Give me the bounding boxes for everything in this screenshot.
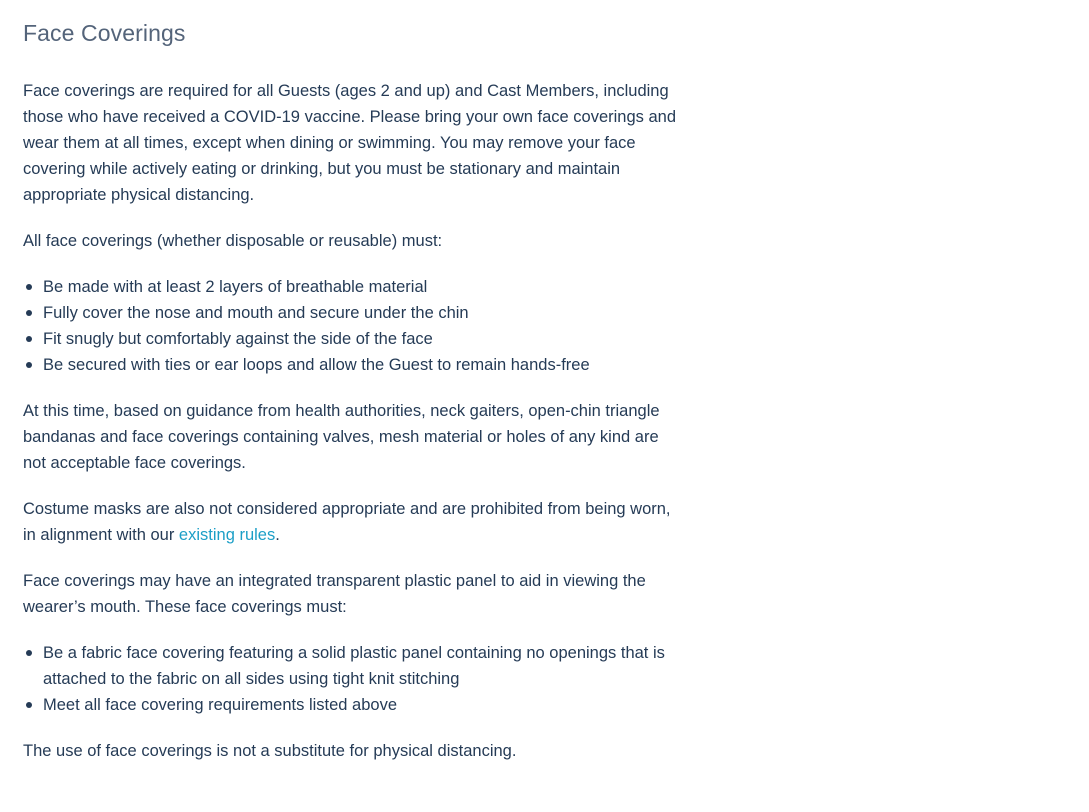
list-item bbox=[23, 352, 683, 378]
plastic-panel-intro: Face coverings may have an integrated transparent plastic panel to aid in viewing the wearer’s mouth. These face coverings must: bbox=[23, 572, 646, 616]
list-item bbox=[23, 692, 683, 718]
requirement-paragraph: Face coverings are required for all Guests (ages 2 and up) and Cast Members, including those who have received a COVID-19 vaccine. Please bring your own face coverings and wear them at all times, except when dining or swimming. You may remove your face covering while actively eating or drinking, but you must be stationary and maintain appropriate physical distancing. bbox=[23, 82, 677, 204]
list-item bbox=[23, 326, 683, 352]
bullet-icon bbox=[26, 650, 32, 656]
bullet-icon bbox=[26, 336, 32, 342]
list-item-text: Fit snugly but comfortably against the side of the face bbox=[43, 330, 433, 348]
bullet-icon bbox=[26, 310, 32, 316]
bullet-icon bbox=[26, 362, 32, 368]
list-item-text: Fully cover the nose and mouth and secure under the chin bbox=[43, 304, 469, 322]
list-item-text: Be secured with ties or ear loops and allow the Guest to remain hands-free bbox=[43, 356, 590, 374]
plastic-panel-list bbox=[23, 640, 683, 718]
costume-masks-paragraph bbox=[23, 496, 683, 548]
distancing-note: The use of face coverings is not a substitute for physical distancing. bbox=[23, 742, 517, 760]
list-item-text: Be a fabric face covering featuring a solid plastic panel containing no openings that is attached to the fabric on all sides using tight knit stitching bbox=[43, 644, 665, 688]
costume-masks-period: . bbox=[275, 526, 280, 544]
list-item bbox=[23, 274, 683, 300]
bullet-icon bbox=[26, 702, 32, 708]
list-item bbox=[23, 640, 683, 692]
unacceptable-coverings-paragraph: At this time, based on guidance from health authorities, neck gaiters, open-chin triangle bandanas and face coverings containing valves, mesh material or holes of any kind are not acceptable face coverings. bbox=[23, 402, 660, 472]
bullet-icon bbox=[26, 284, 32, 290]
content-area bbox=[23, 18, 683, 764]
costume-masks-text: Costume masks are also not considered appropriate and are prohibited from being worn, in alignment with our bbox=[23, 500, 671, 544]
list-item-text: Be made with at least 2 layers of breathable material bbox=[43, 278, 428, 296]
requirements-list bbox=[23, 274, 683, 378]
existing-rules-link[interactable]: existing rules bbox=[178, 526, 276, 544]
list-item-text: Meet all face covering requirements listed above bbox=[43, 696, 398, 714]
requirements-intro: All face coverings (whether disposable or reusable) must: bbox=[23, 232, 443, 250]
list-item bbox=[23, 300, 683, 326]
page-title: Face Coverings bbox=[23, 20, 186, 46]
